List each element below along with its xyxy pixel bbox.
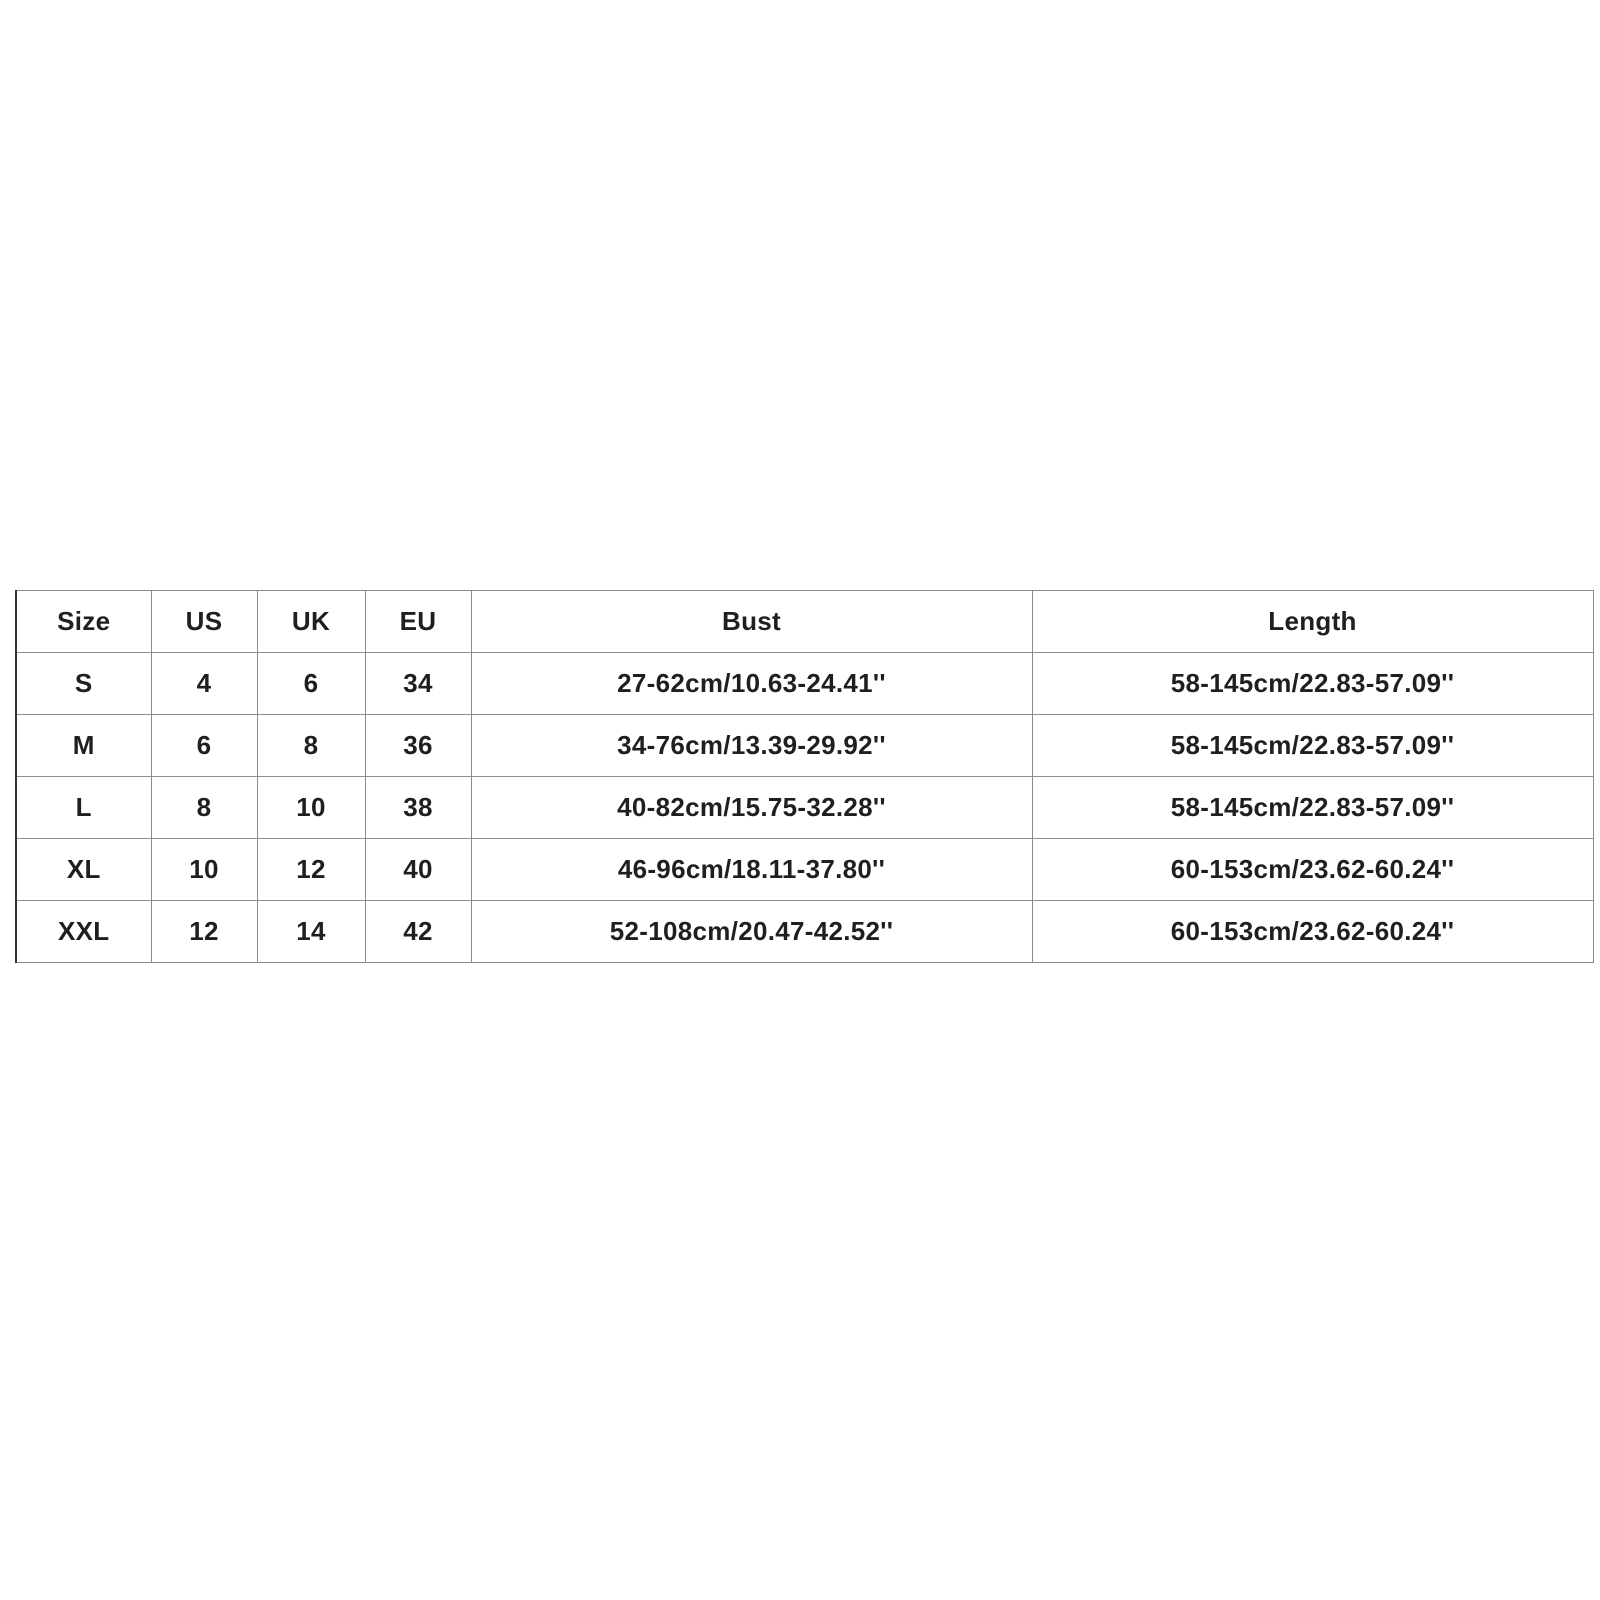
cell-us: 12 <box>151 901 257 963</box>
cell-length: 60-153cm/23.62-60.24'' <box>1032 839 1593 901</box>
cell-uk: 10 <box>257 777 365 839</box>
table-row <box>16 839 1593 901</box>
cell-length: 58-145cm/22.83-57.09'' <box>1032 715 1593 777</box>
table-row <box>16 653 1593 715</box>
cell-bust: 34-76cm/13.39-29.92'' <box>471 715 1032 777</box>
cell-bust: 52-108cm/20.47-42.52'' <box>471 901 1032 963</box>
cell-uk: 12 <box>257 839 365 901</box>
size-chart-table <box>15 590 1594 963</box>
header-size: Size <box>16 591 151 653</box>
cell-us: 4 <box>151 653 257 715</box>
header-length: Length <box>1032 591 1593 653</box>
header-us: US <box>151 591 257 653</box>
cell-bust: 27-62cm/10.63-24.41'' <box>471 653 1032 715</box>
header-eu: EU <box>365 591 471 653</box>
header-row <box>16 591 1593 653</box>
cell-eu: 42 <box>365 901 471 963</box>
cell-length: 58-145cm/22.83-57.09'' <box>1032 653 1593 715</box>
header-uk: UK <box>257 591 365 653</box>
cell-size: L <box>16 777 151 839</box>
cell-eu: 36 <box>365 715 471 777</box>
cell-us: 10 <box>151 839 257 901</box>
cell-length: 60-153cm/23.62-60.24'' <box>1032 901 1593 963</box>
cell-size: XL <box>16 839 151 901</box>
cell-length: 58-145cm/22.83-57.09'' <box>1032 777 1593 839</box>
cell-uk: 6 <box>257 653 365 715</box>
header-bust: Bust <box>471 591 1032 653</box>
table-row <box>16 715 1593 777</box>
cell-eu: 40 <box>365 839 471 901</box>
cell-size: XXL <box>16 901 151 963</box>
cell-us: 6 <box>151 715 257 777</box>
cell-size: S <box>16 653 151 715</box>
cell-size: M <box>16 715 151 777</box>
cell-eu: 38 <box>365 777 471 839</box>
table-row <box>16 901 1593 963</box>
cell-bust: 40-82cm/15.75-32.28'' <box>471 777 1032 839</box>
cell-eu: 34 <box>365 653 471 715</box>
cell-bust: 46-96cm/18.11-37.80'' <box>471 839 1032 901</box>
cell-uk: 14 <box>257 901 365 963</box>
table-row <box>16 777 1593 839</box>
cell-uk: 8 <box>257 715 365 777</box>
cell-us: 8 <box>151 777 257 839</box>
